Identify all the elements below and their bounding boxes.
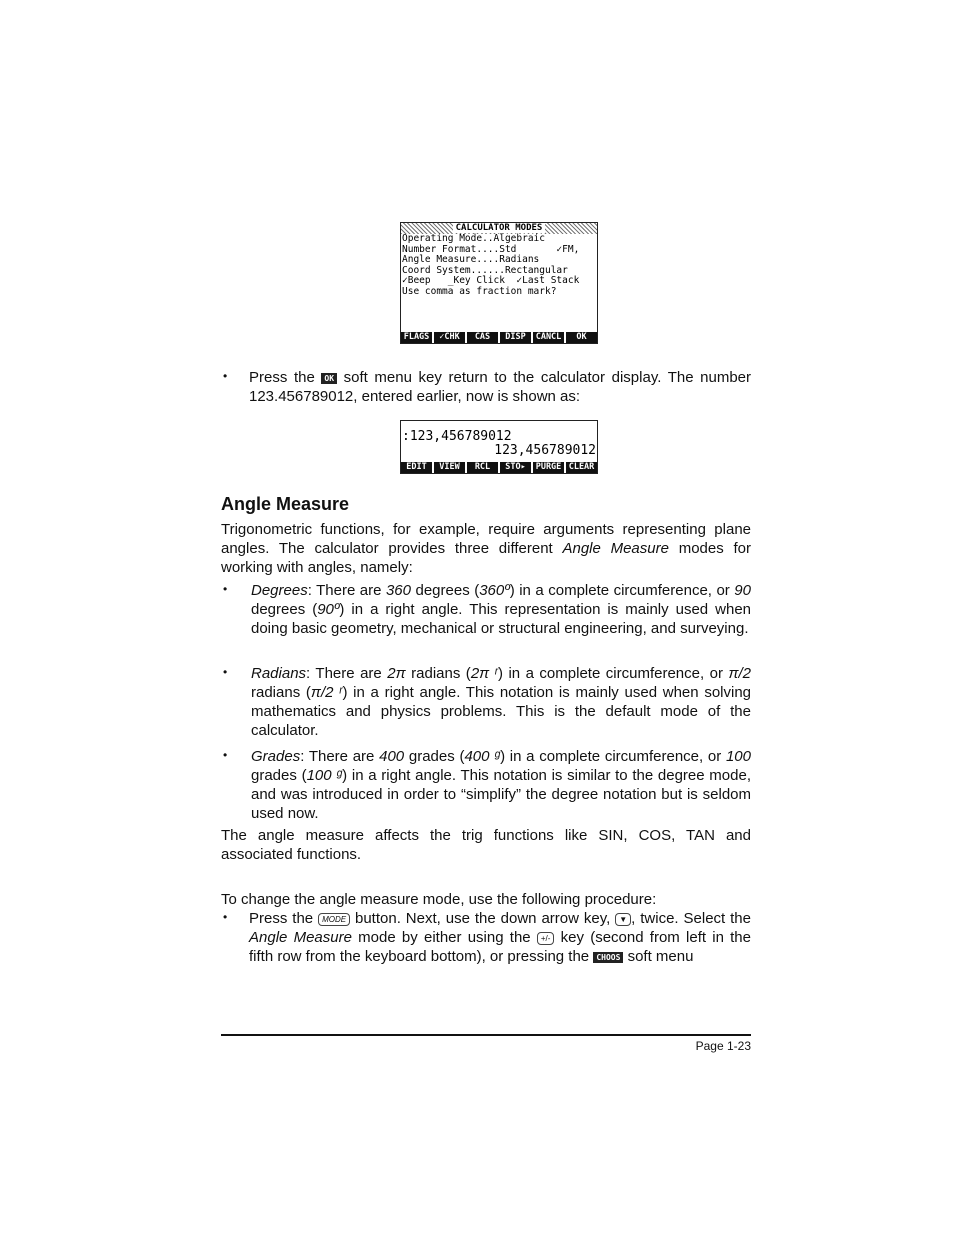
stack-line-1: :123,456789012	[402, 429, 512, 444]
softkey-bar	[401, 332, 597, 343]
procedure-intro: To change the angle measure mode, use the following procedure:	[221, 891, 657, 908]
bullet-dot: •	[223, 369, 228, 383]
softkey-bar	[401, 462, 597, 473]
intro-paragraph: Trigonometric functions, for example, require arguments representing plane angles. The calculator provides three different Angle Measure modes for working with angles, namely:	[221, 521, 751, 576]
softkey-disp[interactable]: DISP	[500, 332, 531, 343]
screen-line: Operating Mode..Algebraic	[402, 233, 545, 244]
down-arrow-key-icon: ▼	[615, 913, 631, 926]
softkey-view[interactable]: VIEW	[434, 462, 465, 473]
stack-screen	[400, 420, 598, 474]
softkey-sto[interactable]: STO▸	[500, 462, 531, 473]
plus-minus-key-icon: +/-	[537, 932, 555, 945]
bullet-dot: •	[223, 665, 228, 679]
screen-line: Use comma as fraction mark?	[402, 285, 557, 297]
calculator-modes-screen	[400, 222, 598, 344]
grades-bullet: Grades: There are 400 grades (400 ᵍ) in a complete circumference, or 100 grades (100 ᵍ) in a right angle. This notation is similar to the degree mode, and was introduced in order to “simplify” the degree notation but is seldom used now.	[251, 748, 751, 822]
degrees-bullet: Degrees: There are 360 degrees (360º) in a complete circumference, or 90 degrees (90º) in a right angle. This representation is mainly used when doing basic geometry, mechanical or structural engineering, and surveying.	[251, 582, 752, 637]
procedure-bullet: Press the MODE button. Next, use the down arrow key, ▼ , twice. Select the Angle Measure mode by either using the +/- key (second from left in the fifth row from the keyboard bottom), or pressing the CHOOS soft menu	[249, 910, 751, 965]
softkey-cancl[interactable]: CANCL	[533, 332, 564, 343]
bullet-ok-text: Press the OK soft menu key return to the calculator display. The number 123.456789012, entered earlier, now is shown as:	[249, 369, 751, 405]
softkey-chk[interactable]: ✓CHK	[434, 332, 465, 343]
bullet-dot: •	[223, 582, 228, 596]
softkey-rcl[interactable]: RCL	[467, 462, 498, 473]
stack-line-2: 123,456789012	[494, 443, 596, 458]
section-heading: Angle Measure	[221, 494, 350, 514]
mode-key-icon: MODE	[318, 913, 350, 926]
ok-softkey-icon: OK	[321, 373, 337, 384]
trig-note: The angle measure affects the trig functions like SIN, COS, TAN and associated functions.	[221, 827, 751, 863]
page-number: Page 1-23	[695, 1039, 751, 1053]
choos-softkey-icon: CHOOS	[593, 952, 623, 963]
footer-rule	[221, 1034, 751, 1036]
softkey-flags[interactable]: FLAGS	[401, 332, 432, 343]
calculator-modes-header: CALCULATOR MODES	[401, 223, 597, 234]
screen-line: Angle Measure....Radians	[402, 254, 540, 265]
softkey-edit[interactable]: EDIT	[401, 462, 432, 473]
softkey-purge[interactable]: PURGE	[533, 462, 564, 473]
radians-bullet: Radians: There are 2π radians (2π ʳ) in a complete circumference, or π/2 radians (π/2 ʳ) in a right angle. This notation is mainly used when solving mathematics and physics problems. This is the default mode of the calculator.	[251, 665, 752, 739]
bullet-dot: •	[223, 748, 228, 762]
screen-line: Coord System......Rectangular	[402, 264, 568, 276]
softkey-cas[interactable]: CAS	[467, 332, 498, 343]
screen-line: Number Format....Std ✓FM,	[402, 243, 580, 255]
softkey-clear[interactable]: CLEAR	[566, 462, 597, 473]
softkey-ok[interactable]: OK	[566, 332, 597, 343]
screen-line: ✓Beep _Key Click ✓Last Stack	[402, 275, 580, 286]
bullet-dot: •	[223, 910, 228, 924]
